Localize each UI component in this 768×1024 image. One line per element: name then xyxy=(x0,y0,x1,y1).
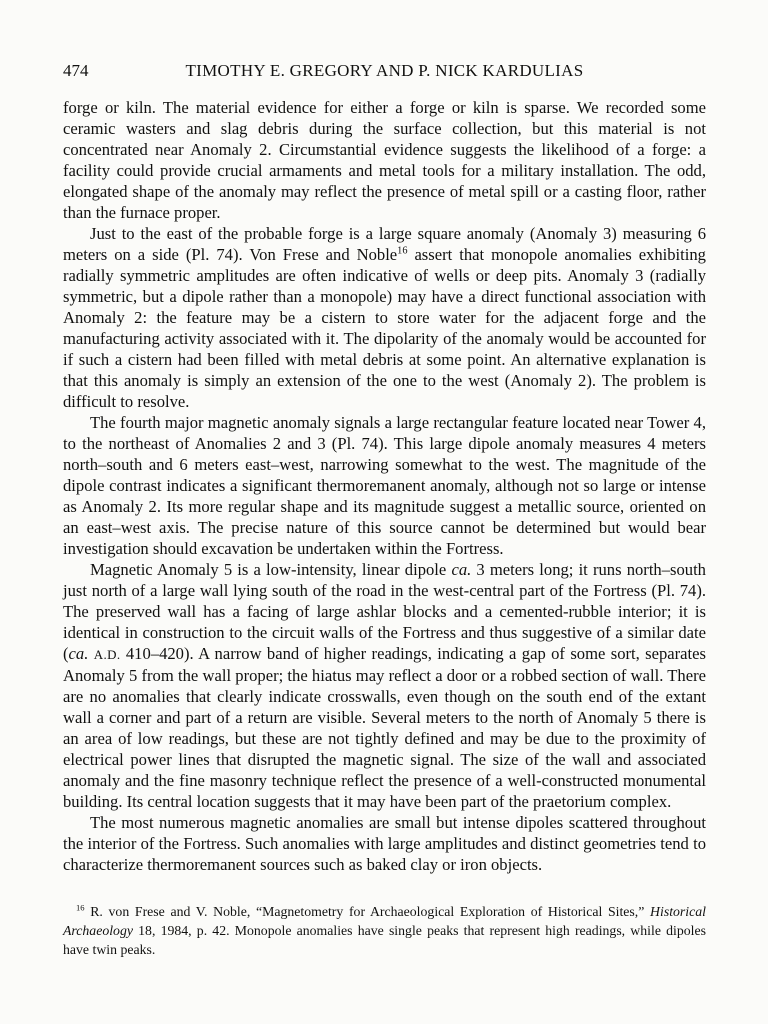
text-run: assert that monopole anomalies exhibiting radially symmetric amplitudes are often indicative of wells or deep pits. Anomaly 3 (radially symmetric, but a dipole rather than a monopole) may have a direct functional association with Anomaly 2: the feature may be a cistern to store water for the adjacent forge and the manufacturing activity associated with it. The dipolarity of the anomaly would be accounted for if such a cistern had been filled with metal debris at some point. An alternative explanation is that this anomaly is simply an extension of the one to the west (Anomaly 2). The problem is difficult to resolve. xyxy=(63,245,706,411)
footnote-text xyxy=(63,902,706,959)
footnote-section xyxy=(63,902,706,959)
text-run: The fourth major magnetic anomaly signals a large rectangular feature located near Tower 4, to the northeast of Anomalies 2 and 3 (Pl. 74). This large dipole anomaly measures 4 meters north–south and 6 meters east–west, narrowing somewhat to the west. The magnitude of the dipole contrast indicates a significant thermoremanent anomaly, although not so large or intense as Anomaly 2. Its more regular shape and its magnitude suggest a metallic source, oriented on an east–west axis. The precise nature of this source cannot be determined but would bear investigation should excavation be undertaken within the Fortress. xyxy=(63,413,706,558)
text-run: Historical Archaeology xyxy=(63,904,706,938)
text-run: ca. xyxy=(68,644,89,663)
paragraph xyxy=(63,412,706,559)
running-title: TIMOTHY E. GREGORY AND P. NICK KARDULIAS xyxy=(185,61,584,80)
text-run: 410–420). A narrow band of higher readings, indicating a gap of some sort, separates Anomaly 5 from the wall proper; the hiatus may reflect a door or a robbed section of wall. There are no anomalies that clearly indicate crosswalls, even though on the south end of the extant wall a corner and part of a return are visible. Several meters to the north of Anomaly 5 there is an area of low readings, but these are not tightly defined and may be due to the proximity of electrical power lines that disrupted the magnetic signal. The size of the wall and associated anomaly and the fine masonry technique reflect the presence of a well-constructed monumental building. Its central location suggests that it may have been part of the praetorium complex. xyxy=(63,644,706,811)
page-number: 474 xyxy=(63,61,89,80)
text-run: 18, 1984, p. 42. Monopole anomalies have single peaks that represent high readings, while dipoles have twin peaks. xyxy=(63,923,706,957)
paragraph xyxy=(63,97,706,223)
text-run: R. von Frese and V. Noble, “Magnetometry for Archaeological Exploration of Historical Sites,” xyxy=(84,904,651,919)
text-run: Just to the east of the probable forge is a large square anomaly (Anomaly 3) measuring 6 meters on a side (Pl. 74). Von Frese and Noble xyxy=(63,224,706,264)
article-body xyxy=(63,97,706,875)
text-run: Magnetic Anomaly 5 is a low-intensity, linear dipole xyxy=(90,560,452,579)
text-run: forge or kiln. The material evidence for either a forge or kiln is sparse. We recorded some ceramic wasters and slag debris during the surface collection, but this material is not concentrated near Anomaly 2. Circumstantial evidence suggests the likelihood of a forge: a facility could provide crucial armaments and metal tools for a military installation. The odd, elongated shape of the anomaly may reflect the presence of metal spill or a casting floor, rather than the furnace proper. xyxy=(63,98,706,222)
paragraph xyxy=(63,559,706,812)
footnote-marker: 16 xyxy=(397,245,408,257)
paragraph xyxy=(63,812,706,875)
text-run: A.D. xyxy=(93,647,121,662)
footnote-marker: 16 xyxy=(76,902,85,913)
text-run: 3 meters long; it runs north–south just north of a large wall lying south of the road in the west-central part of the Fortress (Pl. 74). The preserved wall has a facing of large ashlar blocks and a cemented-rubble interior; it is identical in construction to the circuit walls of the Fortress and thus suggestive of a similar date ( xyxy=(63,560,706,663)
paragraph xyxy=(63,223,706,412)
text-run: The most numerous magnetic anomalies are small but intense dipoles scattered throughout the interior of the Fortress. Such anomalies with large amplitudes and distinct geometries tend to characterize thermoremanent sources such as baked clay or iron objects. xyxy=(63,813,706,874)
text-run: ca. xyxy=(451,560,472,579)
page-header xyxy=(63,61,706,80)
